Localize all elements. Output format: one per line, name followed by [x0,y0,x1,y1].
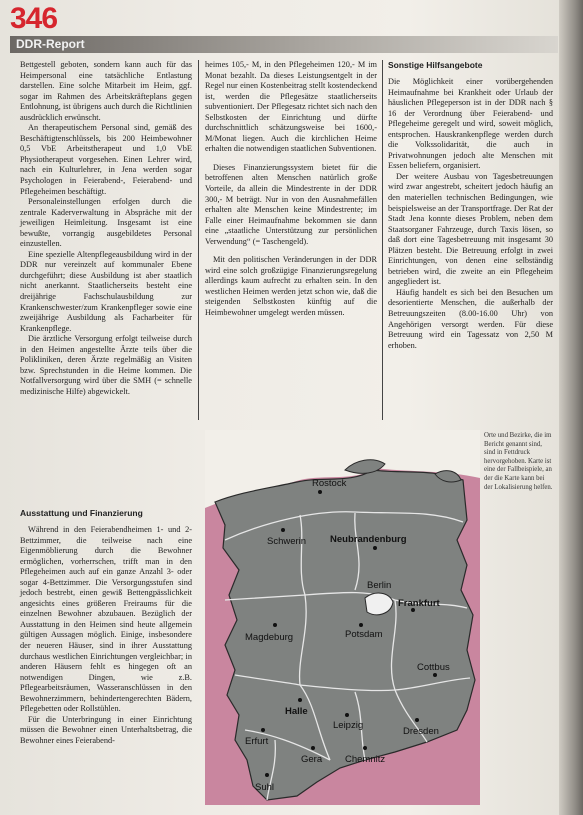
column-divider [382,60,383,420]
section-title: DDR-Report [16,37,85,51]
label-schwerin: Schwerin [267,536,307,547]
label-potsdam: Potsdam [345,629,383,640]
label-berlin: Berlin [367,580,392,591]
book-spine-shadow [559,0,583,815]
paragraph: heimes 105,- M, in den Pflegeheimen 120,- M im Monat bezahlt. Da dieses Leistungsentgelt in der Regel nur einen Kostenbeitrag stellt kostendeckend ist, werden die Pflegesätze staatlicherseits subventioniert. Der Pflegesatz richtet sich nach den Selbstkosten der Einrichtung und dürfte durchschnittlich schätzungsweise bei 1600,- M/Monat liegen. Auch die kirchlichen Heime erhalten die notwendigen staatlichen Subventionen. [205,60,377,154]
paragraph: Die Möglichkeit einer vorübergehenden Heimaufnahme bei Krankheit oder Urlaub der häuslichen Pflegeperson ist in der DDR nach § 16 der Verordnung über Feierabend- und Pflegeheime geregelt und wird, soweit möglich, entsprochen. Hauskrankenpflege werden durch die Volkssolidarität, die auch in Privatwohnungen jedoch alte Menschen mit Essen beliefern, organisiert. [388,77,553,171]
paragraph: Während in den Feierabendheimen 1- und 2-Bettzimmer, die teilweise nach eine Eigenmöblierung durch die Bewohner ermöglichen, vorherrschen, trifft man in den Pflegeheimen auch auf ein ganze Anzahl 3- oder sogar 4-Bettzimmer. Die Versorgungsstufen sind jedoch bestrebt, einen gewiß Bettengpässlichkeit angesichts eines größeren Freiraums für die einzelnen Bewohner abzubauen. Bezüglich der Ausstattung in den Heimen sind heute allgemein gültigen Aussagen möglich. Einige, insbesondere der neueren Häuser, sind in ihrer Ausstattung durchaus westlichen Einrichtungen vergleichbar; in anderen Häusern fehlt es hingegen oft an notwendigen Dingen, wie z.B. Pflegearbeitsräumen, Wasseranschlüssen in den Bewohnerzimmern, behindertengerechten Bädern, Pflegebetten oder Rollstühlen. [20,525,192,714]
label-dresden: Dresden [403,726,439,737]
column-1-top [20,60,192,465]
label-halle: Halle [285,706,308,717]
label-erfurt: Erfurt [245,736,269,747]
label-frankfurt: Frankfurt [398,598,440,609]
paragraph: Die ärztliche Versorgung erfolgt teilweise durch in den Heimen angestellte Ärzte teils über die Polikliniken, deren Ärzte regelmäßig an Visiten bzw. Sprechstunden in die Heime kommen. Die Notfallversorgung wird über die SMH (= schnelle medizinische Hilfe) abgewickelt. [20,334,192,396]
column-1-bottom [20,508,192,808]
section-header-bar [10,36,558,53]
gdr-district-map [205,430,480,805]
paragraph: Mit den politischen Veränderungen in der DDR wird eine solch großzügige Finanzierungsregelung allerdings kaum aufrecht zu erhalten sein. In den westlichen Heimen werden jetzt schon wie, daß die steigenden Selbstkosten künftig auf die Heimbewohner umgelegt werden müssen. [205,255,377,318]
label-magdeburg: Magdeburg [245,632,294,643]
label-cottbus: Cottbus [417,662,450,673]
column-divider [198,60,199,420]
paragraph: Personaleinstellungen erfolgen durch die zentrale Kaderverwaltung in Abspräche mit der jeweiligen Heimleitung. Insgesamt ist eine bewußte, vorrangig ausgebildetes Personal einzustellen. [20,197,192,249]
label-chemnitz: Chemnitz [345,754,386,765]
paragraph: Der weitere Ausbau von Tagesbetreuungen wird zwar angestrebt, scheitert jedoch häufig an den materiellen technischen Bedingungen, wie beispielsweise an der Transportfrage. Der Rat der Stadt Jena konnte dieses Problem, neben dem Staatsorganer Fahrzeuge, durch Taxis lösen, so daß dort eine Tagesbetreuung mit insgesamt 30 Plätzen besteht. Die Betreuung erfolgt in zwei Einrichtungen, von denen eine selbständig betrieben wird, die zweite an ein Pflegeheim angegliedert ist. [388,171,553,287]
map-figure [205,430,480,805]
paragraph: Bettgestell geboten, sondern kann auch für das Heimpersonal eine tatsächliche Entlastung darstellen. Eine solche Mitarbeit im Heim, ggf. sogar im Rahmen des Arbeitskräfteplans gegen Entlohnung, ist übrigens auch durch die Richtlinien ausdrücklich erwünscht. [20,60,192,122]
paragraph: Für die Unterbringung in einer Einrichtung müssen die Bewohner einen Unterhaltsbetrag, die Bewohner eines Feierabend- [20,714,192,745]
paragraph: An therapeutischem Personal sind, gemäß des Beschäftigtenschlüssels, bis 200 Heimbewohner 0,5 VbE Arbeitstherapeut und 1,0 VbE Physiotherapeut vorgesehen. Einen Lehrer wird, nach ein Kulturlehrer, in Jena werden sogar Psychologen in Feierabend-, Feierabend- und Pflegeheimen beschäftigt. [20,123,192,196]
column-2 [205,60,377,420]
label-leipzig: Leipzig [333,720,364,731]
paragraph: Dieses Finanzierungssystem bietet für die betroffenen alten Menschen natürlich große Vorteile, da allein die Mindestrente in der DDR 300,- M beträgt. Nur in von den Ausnahmefällen erhalten alte Menschen keine Mindestrente; im Falle einer Heimaufnahme bekommen sie dann eine „staatliche Unterstützung zur persönlichen Verwendung“ (= Taschengeld). [205,162,377,246]
paragraph: Häufig handelt es sich bei den Besuchen um desorientierte Menschen, die außerhalb der Betreuungszeiten (8.00-16.00 Uhr) von Angehörigen versorgt werden. Für diese Betreuung wird ein Tagessatz von 2,50 M erhoben. [388,287,553,350]
label-suhl: Suhl [255,782,275,793]
label-neubrandenburg: Neubrandenburg [330,534,407,545]
label-gera: Gera [301,754,323,765]
column-3 [388,60,553,420]
paragraph: Eine spezielle Altenpflegeausbildung wird in der DDR nur vereinzelt auf kommunaler Ebene durchgeführt; diese Ausbildung ist aber staatlich nicht anerkannt. Staatlicherseits besteht eine dreijährige Fachschulausbildung zur Krankenschwester/zum Krankenpfleger sowie eine zweijährige Ausbildung als Facharbeiter für Krankenpflege. [20,249,192,333]
label-rostock: Rostock [312,478,347,489]
page-number: 346 [10,2,58,35]
map-caption: Orte und Bezirke, die im Bericht genannt sind, sind in Fettdruck hervorgehoben. Karte ist eine der Fallbeispiele, an der die Karte kann bei der Lokalisierung helfen. [484,432,553,491]
subheading: Ausstattung und Finanzierung [20,508,143,518]
subheading: Sonstige Hilfsangebote [388,60,483,70]
